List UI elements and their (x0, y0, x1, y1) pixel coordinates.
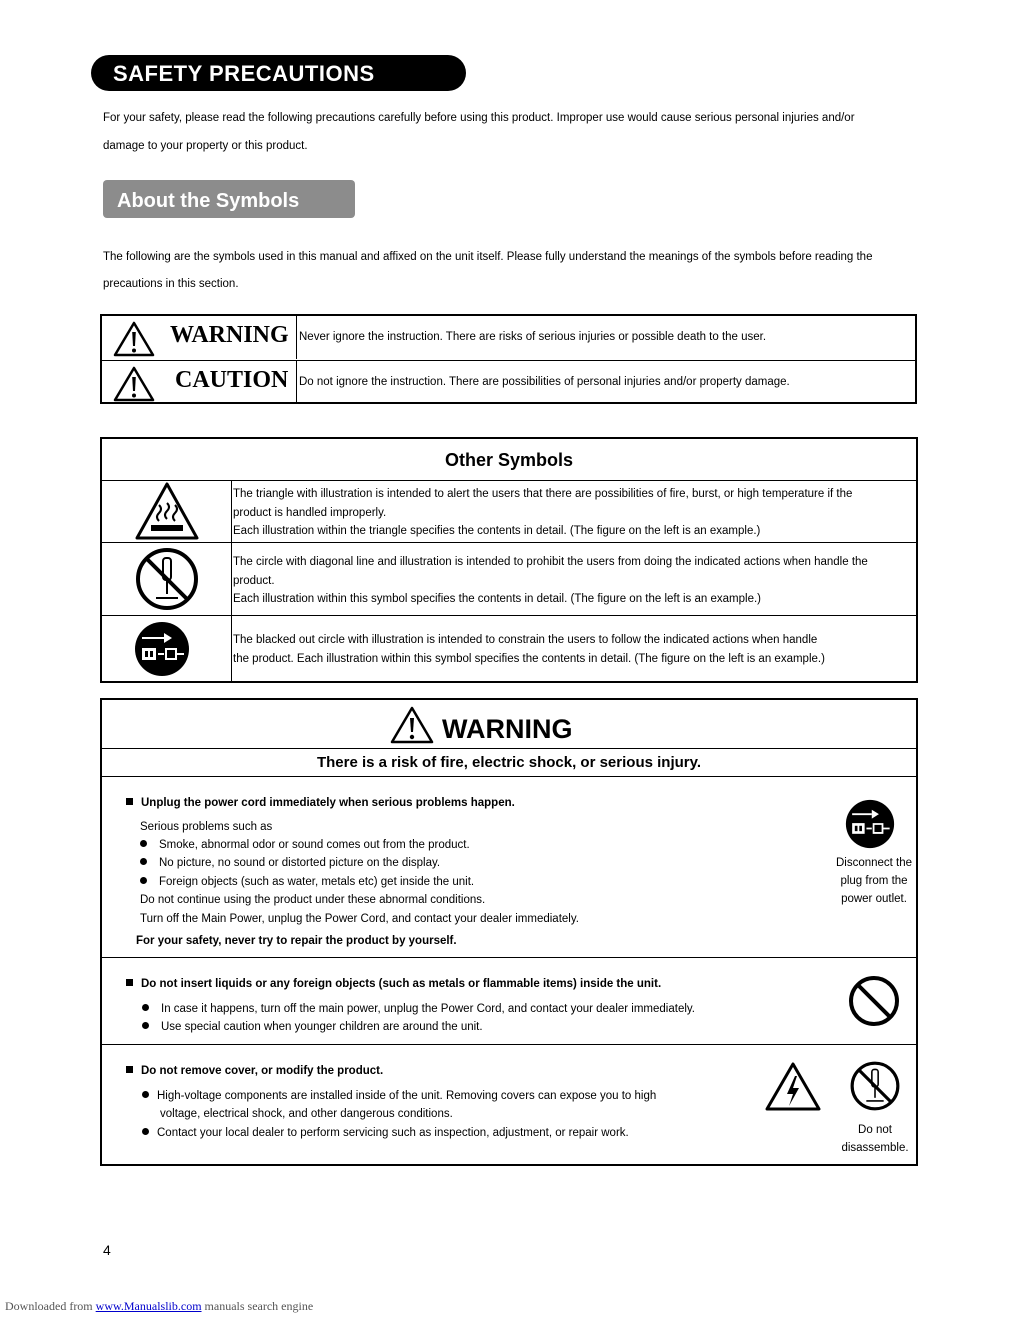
symbol-description (233, 485, 914, 541)
intro-line: For your safety, please read the following precautions carefully before using this product. Improper use would cause serious personal injuries and/or (103, 112, 855, 124)
section-heading-text: Do not insert liquids or any foreign objects (such as metals or flammable items) inside the unit. (141, 978, 662, 990)
warning-box (100, 698, 918, 1166)
unplug-icon (134, 621, 190, 677)
square-bullet-icon (126, 979, 133, 986)
other-symbol-row (102, 543, 916, 616)
intro-paragraph (103, 104, 933, 160)
warning-section-cover (102, 1045, 916, 1165)
symbol-icon-cell (102, 481, 232, 542)
bullet-dot-icon (142, 1091, 149, 1098)
symbol-label-cell (102, 361, 297, 404)
bullet-text: Smoke, abnormal odor or sound comes out from the product. (159, 839, 470, 851)
bullet-dot-icon (142, 1128, 149, 1135)
description-line: The blacked out circle with illustration is intended to constrain the users to follow the indicated actions when handle (233, 634, 818, 646)
bullet-text: Contact your local dealer to perform servicing such as inspection, adjustment, or repair work. (157, 1127, 629, 1139)
bullet-text: High-voltage components are installed inside of the unit. Removing covers can expose you to high (157, 1090, 657, 1102)
section-heading-text: Unplug the power cord immediately when serious problems happen. (141, 797, 515, 809)
bullet-item (142, 1090, 656, 1102)
bullet-item (142, 1003, 695, 1015)
section-heading (126, 978, 661, 990)
square-bullet-icon (126, 1066, 133, 1073)
warning-box-subtitle: There is a risk of fire, electric shock, or serious injury. (102, 749, 916, 777)
warning-description: Never ignore the instruction. There are risks of serious injuries or possible death to the user. (299, 331, 767, 343)
bullet-dot-icon (142, 1022, 149, 1029)
bullet-text: Use special caution when younger children are around the unit. (161, 1021, 483, 1033)
bullet-dot-icon (142, 1004, 149, 1011)
bullet-item (140, 839, 470, 851)
caution-description: Do not ignore the instruction. There are possibilities of personal injuries and/or property damage. (299, 376, 790, 388)
symbols-intro-line: precautions in this section. (103, 278, 239, 290)
section-text: Serious problems such as (140, 821, 273, 833)
no-disassembly-icon (134, 546, 200, 612)
bullet-item (142, 1127, 629, 1139)
caption-line: Do not (858, 1124, 892, 1136)
footer-prefix: Downloaded from (5, 1299, 96, 1313)
other-symbols-heading: Other Symbols (102, 439, 916, 481)
section-heading (126, 797, 515, 809)
caption-line: plug from the (840, 875, 908, 887)
warning-box-title: WARNING (442, 714, 573, 744)
section-text: Turn off the Main Power, unplug the Power Cord, and contact your dealer immediately. (140, 913, 579, 925)
bullet-dot-icon (140, 858, 147, 865)
symbols-intro-paragraph (103, 244, 933, 298)
other-symbol-row (102, 616, 916, 681)
disassemble-caption (832, 1121, 918, 1157)
symbol-icon-cell (102, 543, 232, 615)
bullet-text: No picture, no sound or distorted picture on the display. (159, 857, 441, 869)
intro-line: damage to your property or this product. (103, 140, 308, 152)
bullet-item (142, 1021, 483, 1033)
unplug-icon (845, 799, 895, 849)
description-line: the product. Each illustration within this symbol specifies the contents in detail. (The figure on the left is an example.) (233, 652, 825, 665)
download-footer (5, 1299, 313, 1314)
bullet-item (140, 876, 474, 888)
bullet-text: Foreign objects (such as water, metals etc) get inside the unit. (159, 876, 475, 888)
no-disassembly-icon (849, 1060, 901, 1112)
symbols-intro-line: The following are the symbols used in this manual and affixed on the unit itself. Please fully understand the meanings of the symbols before reading the (103, 251, 873, 263)
caution-label: CAUTION (175, 367, 289, 393)
description-line: Each illustration within this symbol specifies the contents in detail. (The figure on the left is an example.) (233, 593, 761, 605)
manualslib-link[interactable]: www.Manualslib.com (95, 1299, 202, 1313)
bullet-text: In case it happens, turn off the main power, unplug the Power Cord, and contact your dealer immediately. (161, 1003, 695, 1015)
symbol-definitions-table (100, 314, 917, 404)
caution-triangle-icon (113, 366, 155, 402)
section-heading (126, 1065, 383, 1077)
warning-section-foreign-objects (102, 958, 916, 1045)
description-line: product. (233, 574, 275, 587)
hot-surface-triangle-icon (134, 481, 200, 541)
bullet-item (140, 857, 440, 869)
page-title: SAFETY PRECAUTIONS (91, 55, 466, 91)
warning-box-header (102, 700, 916, 749)
other-symbols-table (100, 437, 918, 683)
symbol-row-warning (102, 316, 915, 359)
unplug-caption (830, 854, 918, 908)
bullet-dot-icon (140, 877, 147, 884)
other-symbol-row (102, 481, 916, 543)
caption-line: disassemble. (841, 1142, 909, 1154)
warning-triangle-icon (113, 321, 155, 357)
section-heading-text: Do not remove cover, or modify the product. (141, 1065, 384, 1077)
description-line: Each illustration within the triangle specifies the contents in detail. (The figure on the left is an example.) (233, 525, 761, 537)
description-line: The triangle with illustration is intended to alert the users that there are possibilities of fire, burst, or high temperature if the (233, 488, 853, 500)
warning-triangle-icon (390, 706, 434, 744)
symbol-icon-cell (102, 616, 232, 681)
symbol-description (233, 553, 914, 609)
safety-note: For your safety, never try to repair the product by yourself. (136, 935, 457, 947)
section-text: Do not continue using the product under these abnormal conditions. (140, 894, 486, 906)
symbol-label-cell (102, 316, 297, 359)
prohibited-icon (848, 975, 900, 1027)
page-number: 4 (103, 1242, 111, 1258)
caption-line: Disconnect the (835, 857, 913, 869)
bullet-continuation: voltage, electrical shock, and other dangerous conditions. (160, 1108, 453, 1120)
description-line: The circle with diagonal line and illustration is intended to prohibit the users from doing the indicated actions when handle the (233, 556, 868, 568)
description-line: product is handled improperly. (233, 506, 387, 519)
caption-line: power outlet. (841, 893, 907, 905)
symbol-description (233, 631, 914, 668)
bullet-dot-icon (140, 840, 147, 847)
high-voltage-icon (765, 1062, 821, 1112)
symbol-row-caution (102, 360, 915, 404)
about-symbols-heading: About the Symbols (103, 180, 355, 218)
square-bullet-icon (126, 798, 133, 805)
footer-suffix: manuals search engine (201, 1299, 314, 1313)
warning-label: WARNING (170, 322, 289, 348)
warning-section-unplug (102, 777, 916, 958)
